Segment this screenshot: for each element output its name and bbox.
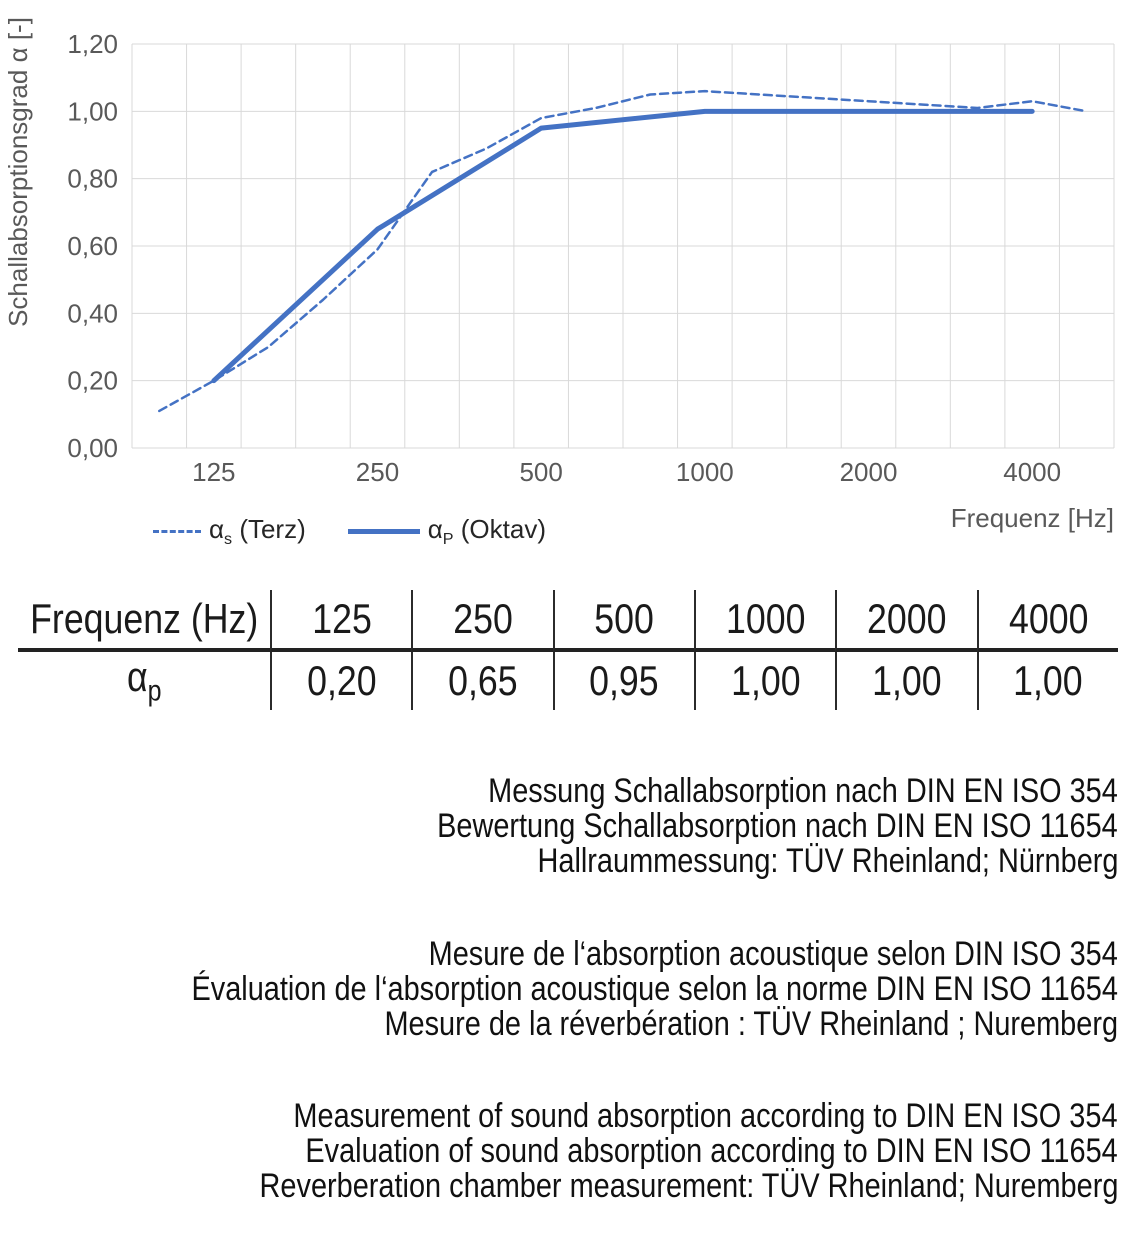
table-value-cell: 1,00 [835, 652, 976, 710]
table-row-label [18, 652, 270, 710]
y-tick-label: 0,80 [67, 163, 118, 194]
table-value-cell: 0,95 [553, 652, 694, 710]
table-value-cell: 0,65 [411, 652, 552, 710]
table-header-cell: 500 [553, 590, 694, 652]
alpha-subscript: s [224, 530, 233, 549]
table-header-label: Frequenz (Hz) [18, 590, 270, 652]
y-axis-title: Schallabsorptionsgrad α [-] [3, 17, 33, 327]
legend-item-alpha-p [348, 514, 546, 549]
table-header-cell: 250 [411, 590, 552, 652]
y-tick-label: 1,20 [67, 29, 118, 59]
chart-legend [153, 514, 546, 549]
absorption-chart [0, 0, 1135, 560]
y-tick-label: 0,20 [67, 365, 118, 396]
x-tick-label: 500 [519, 457, 563, 487]
gridlines [132, 44, 1114, 448]
y-tick-label: 0,60 [67, 231, 118, 261]
note-line: Évaluation de l‘absorption acoustique selon la norme DIN EN ISO 11654 [191, 970, 1118, 1008]
alpha-symbol: α [209, 514, 225, 544]
legend-label-rest: (Oktav) [453, 514, 546, 544]
legend-label-alpha-p [428, 514, 546, 549]
note-line: Reverberation chamber measurement: TÜV Rheinland; Nuremberg [259, 1167, 1118, 1205]
note-line: Evaluation of sound absorption according to DIN EN ISO 11654 [305, 1132, 1118, 1170]
note-line: Measurement of sound absorption according to DIN EN ISO 354 [293, 1097, 1118, 1135]
notes-french [0, 937, 1135, 1042]
x-axis-title: Frequenz [Hz] [950, 503, 1114, 533]
note-line: Hallraummessung: TÜV Rheinland; Nürnberg [537, 842, 1118, 880]
table-value-cell: 0,20 [270, 652, 411, 710]
notes-german [0, 774, 1135, 879]
dashed-line-sample [153, 530, 201, 533]
y-tick-label: 0,40 [67, 298, 118, 329]
chart-svg [0, 0, 1135, 560]
table-header-cell: 4000 [977, 590, 1118, 652]
legend-item-alpha-s [153, 514, 306, 549]
alpha-subscript: p [147, 674, 162, 708]
note-line: Bewertung Schallabsorption nach DIN EN ISO 11654 [437, 807, 1118, 845]
table-value-cell: 1,00 [694, 652, 835, 710]
note-line: Mesure de l‘absorption acoustique selon DIN ISO 354 [428, 935, 1118, 973]
note-line: Messung Schallabsorption nach DIN EN ISO 354 [488, 772, 1118, 810]
x-tick-label: 125 [192, 457, 236, 487]
x-tick-label: 1000 [675, 457, 734, 487]
y-tick-label: 1,00 [67, 96, 118, 127]
alpha-symbol: α [126, 653, 148, 701]
alpha-symbol: α [427, 514, 443, 544]
solid-line-sample [348, 529, 420, 534]
x-tick-label: 4000 [1003, 457, 1062, 487]
table-header-cell: 125 [270, 590, 411, 652]
notes-english [0, 1099, 1135, 1204]
y-tick-label: 0,00 [67, 433, 118, 463]
legend-label-alpha-s [209, 514, 306, 549]
x-tick-label: 2000 [839, 457, 898, 487]
frequency-table [18, 590, 1118, 710]
table-header-cell: 1000 [694, 590, 835, 652]
x-tick-label: 250 [355, 457, 400, 487]
legend-label-rest: (Terz) [232, 514, 306, 544]
table-header-cell: 2000 [835, 590, 976, 652]
note-line: Mesure de la réverbération : TÜV Rheinland ; Nuremberg [384, 1005, 1118, 1043]
table-value-cell: 1,00 [977, 652, 1118, 710]
alpha-subscript: P [442, 530, 454, 549]
